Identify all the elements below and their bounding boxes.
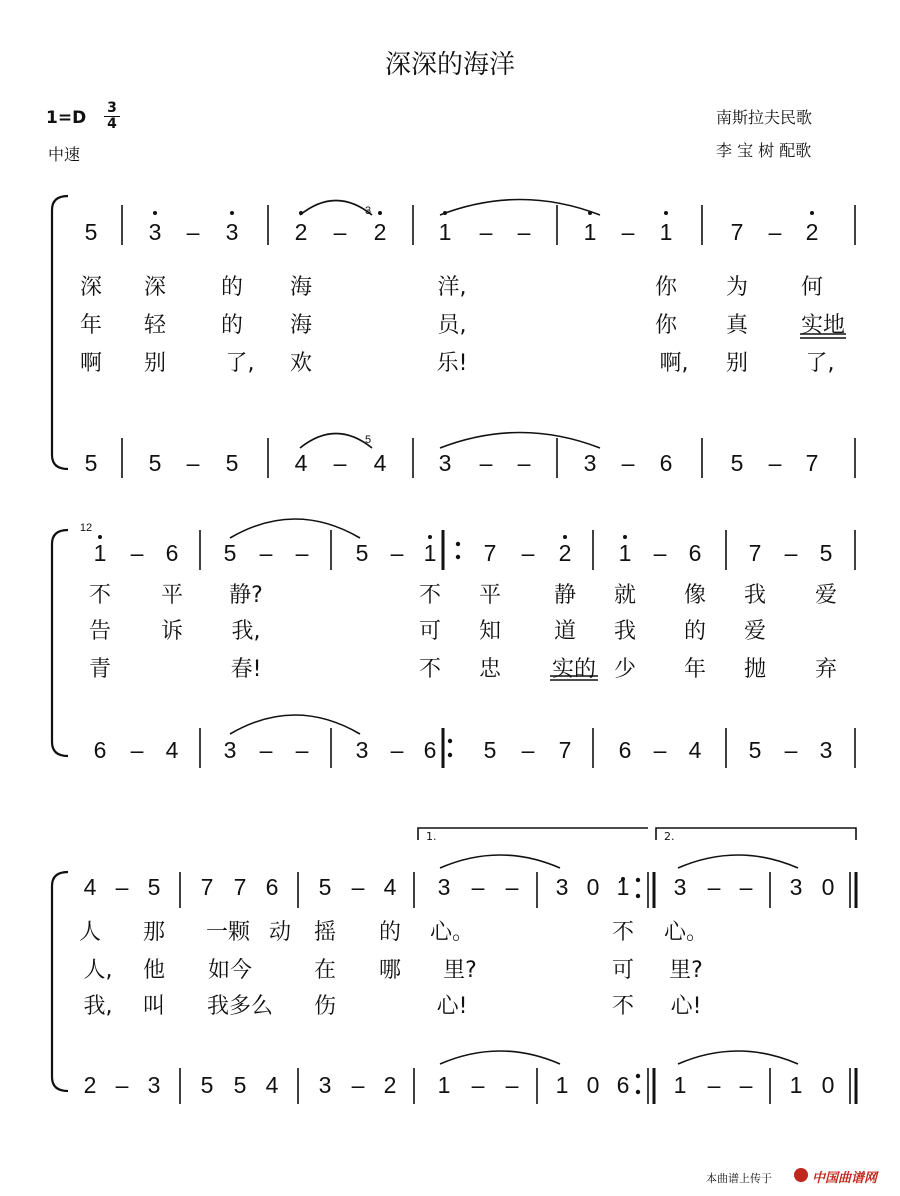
note: 1	[618, 540, 632, 566]
note-dash: –	[653, 737, 667, 763]
note-dash: –	[186, 219, 200, 245]
note: 5	[147, 874, 161, 900]
note: 0	[821, 1072, 835, 1098]
lyric: 摇	[313, 920, 337, 945]
note-dash: –	[333, 219, 347, 245]
note: 6	[659, 450, 673, 476]
lyric: 爱	[814, 583, 838, 608]
song-title: 深深的海洋	[384, 50, 515, 80]
note: 5	[84, 450, 98, 476]
note-dash: –	[130, 737, 144, 763]
tempo-marking: 中速	[48, 145, 81, 164]
note-dash: –	[351, 874, 365, 900]
note: 2	[294, 219, 308, 245]
ending-label-2: 2.	[664, 830, 675, 843]
note-dash: –	[768, 219, 782, 245]
lyric: 海	[289, 313, 313, 338]
grace-note: 3	[364, 205, 372, 217]
lyric: 何	[800, 275, 824, 300]
note: 5	[355, 540, 369, 566]
note: 2	[805, 219, 819, 245]
lyric: 心!	[670, 994, 702, 1019]
lyric: 我,	[83, 994, 113, 1019]
note-dash: –	[505, 1072, 519, 1098]
note: 2	[83, 1072, 97, 1098]
lyric: 里?	[443, 958, 477, 983]
lyric: 一颗	[205, 920, 251, 945]
note: 3	[223, 737, 237, 763]
note: 3	[437, 874, 451, 900]
note: 4	[294, 450, 308, 476]
note: 6	[618, 737, 632, 763]
note-dash: –	[517, 450, 531, 476]
lyric: 伤	[313, 994, 337, 1019]
lyric: 了,	[225, 351, 255, 376]
lyric: 不	[611, 994, 635, 1019]
note-dash: –	[295, 737, 309, 763]
note: 2	[558, 540, 572, 566]
note: 1	[438, 219, 452, 245]
lyric: 静?	[229, 583, 263, 608]
lyric: 不	[418, 583, 442, 608]
note-dash: –	[390, 540, 404, 566]
note: 7	[730, 219, 744, 245]
note: 5	[318, 874, 332, 900]
time-signature-bottom: 4	[104, 116, 120, 132]
lyric: 年	[683, 657, 707, 682]
lyric: 爱	[743, 619, 767, 644]
note: 5	[819, 540, 833, 566]
site-brand[interactable]: 中国曲谱网	[812, 1171, 878, 1186]
note: 3	[225, 219, 239, 245]
lyric: 别	[143, 351, 167, 376]
note: 1	[673, 1072, 687, 1098]
note: 3	[148, 219, 162, 245]
note: 4	[83, 874, 97, 900]
lyric: 动	[268, 920, 292, 945]
lyric: 真	[725, 313, 749, 338]
note-dash: –	[653, 540, 667, 566]
lyric: 别	[725, 351, 749, 376]
lyric: 就	[613, 583, 637, 608]
lyric: 里?	[669, 958, 703, 983]
note-dash: –	[707, 1072, 721, 1098]
lyric: 不	[88, 583, 112, 608]
note-dash: –	[739, 874, 753, 900]
note: 5	[148, 450, 162, 476]
note: 5	[223, 540, 237, 566]
note-dash: –	[333, 450, 347, 476]
lyric: 啊,	[659, 351, 689, 376]
lyric: 可	[611, 958, 635, 983]
lyric: 的	[220, 313, 244, 338]
note: 1	[437, 1072, 451, 1098]
lyric: 诉	[160, 619, 184, 644]
note-dash: –	[521, 737, 535, 763]
lyric: 的	[378, 920, 402, 945]
ending-label-1: 1.	[426, 830, 437, 843]
note-dash: –	[784, 540, 798, 566]
lyric: 青	[88, 657, 112, 682]
lyric: 静	[553, 583, 577, 608]
lyric: 我,	[231, 619, 261, 644]
note: 6	[616, 1072, 630, 1098]
note: 0	[821, 874, 835, 900]
lyric: 你	[654, 313, 678, 338]
lyric: 他	[142, 958, 166, 983]
note: 4	[688, 737, 702, 763]
note: 6	[93, 737, 107, 763]
grace-note: 12	[79, 522, 93, 534]
note: 2	[383, 1072, 397, 1098]
note: 5	[748, 737, 762, 763]
note-dash: –	[471, 874, 485, 900]
lyric: 春!	[230, 657, 262, 682]
note: 5	[730, 450, 744, 476]
note-dash: –	[784, 737, 798, 763]
lyric: 轻	[143, 313, 167, 338]
note-dash: –	[517, 219, 531, 245]
note: 2	[373, 219, 387, 245]
lyric: 道	[553, 619, 577, 644]
note: 5	[233, 1072, 247, 1098]
note: 7	[483, 540, 497, 566]
note-dash: –	[479, 219, 493, 245]
lyric: 的	[220, 275, 244, 300]
note: 5	[225, 450, 239, 476]
note: 7	[200, 874, 214, 900]
note-dash: –	[479, 450, 493, 476]
note-dash: –	[739, 1072, 753, 1098]
note: 7	[805, 450, 819, 476]
note-dash: –	[621, 450, 635, 476]
note: 0	[586, 1072, 600, 1098]
lyric: 抛	[743, 657, 767, 682]
note-dash: –	[621, 219, 635, 245]
lyric: 知	[478, 619, 502, 644]
note: 1	[93, 540, 107, 566]
lyric: 人,	[83, 958, 113, 983]
note-dash: –	[707, 874, 721, 900]
note-dash: –	[390, 737, 404, 763]
song-origin: 南斯拉夫民歌	[716, 108, 813, 127]
lyric: 心。	[663, 920, 709, 945]
note: 3	[438, 450, 452, 476]
lyric: 的	[683, 619, 707, 644]
note: 1	[555, 1072, 569, 1098]
note: 1	[583, 219, 597, 245]
note: 6	[688, 540, 702, 566]
note: 5	[84, 219, 98, 245]
note: 3	[583, 450, 597, 476]
note: 3	[355, 737, 369, 763]
lyric: 洋,	[437, 275, 467, 300]
lyric: 深	[143, 275, 167, 300]
note: 5	[200, 1072, 214, 1098]
grace-note: 5	[364, 434, 372, 446]
lyric: 弃	[814, 657, 838, 682]
note-dash: –	[505, 874, 519, 900]
note: 7	[558, 737, 572, 763]
lyric: 我多么	[206, 994, 274, 1019]
note: 0	[586, 874, 600, 900]
note-dash: –	[259, 737, 273, 763]
note-dash: –	[521, 540, 535, 566]
note: 3	[147, 1072, 161, 1098]
note-dash: –	[130, 540, 144, 566]
note: 3	[555, 874, 569, 900]
lyric: 叫	[142, 994, 166, 1019]
lyric: 深	[79, 275, 103, 300]
lyric: 乐!	[436, 351, 468, 376]
note: 7	[748, 540, 762, 566]
site-logo-icon	[794, 1168, 808, 1182]
lyric: 告	[88, 619, 112, 644]
note-dash: –	[351, 1072, 365, 1098]
lyric: 平	[478, 583, 502, 608]
time-signature-top: 3	[107, 100, 117, 116]
lyric: 忠	[478, 657, 502, 682]
key-signature: 1=D	[46, 108, 87, 128]
lyric: 在	[313, 958, 337, 983]
lyric: 海	[289, 275, 313, 300]
note-dash: –	[186, 450, 200, 476]
lyric: 心!	[436, 994, 468, 1019]
note: 4	[383, 874, 397, 900]
lyric: 实的	[551, 657, 597, 682]
lyric: 像	[683, 583, 707, 608]
lyric: 平	[160, 583, 184, 608]
note: 1	[789, 1072, 803, 1098]
lyric: 了,	[805, 351, 835, 376]
lyric: 你	[654, 275, 678, 300]
lyric: 我	[613, 619, 637, 644]
lyric: 啊	[79, 351, 103, 376]
note-dash: –	[768, 450, 782, 476]
note: 1	[659, 219, 673, 245]
footer-text: 本曲谱上传于	[706, 1172, 772, 1185]
lyric: 如今	[207, 958, 253, 983]
note: 7	[233, 874, 247, 900]
note: 3	[789, 874, 803, 900]
note: 3	[819, 737, 833, 763]
note: 1	[423, 540, 437, 566]
note: 6	[423, 737, 437, 763]
lyricist-credit: 李 宝 树 配歌	[716, 141, 812, 160]
note: 1	[616, 874, 630, 900]
lyric: 那	[142, 920, 166, 945]
lyric: 不	[418, 657, 442, 682]
note: 6	[265, 874, 279, 900]
note: 4	[373, 450, 387, 476]
lyric: 少	[613, 657, 637, 682]
lyric: 不	[611, 920, 635, 945]
note: 4	[265, 1072, 279, 1098]
lyric: 可	[418, 619, 442, 644]
lyric: 我	[743, 583, 767, 608]
note-dash: –	[259, 540, 273, 566]
note-dash: –	[115, 874, 129, 900]
lyric: 员,	[437, 313, 467, 338]
lyric: 实地	[800, 313, 846, 338]
note-dash: –	[295, 540, 309, 566]
lyric: 年	[79, 313, 103, 338]
note: 5	[483, 737, 497, 763]
lyric: 哪	[378, 958, 402, 983]
lyric: 为	[725, 275, 749, 300]
lyric: 心。	[429, 920, 475, 945]
note: 4	[165, 737, 179, 763]
note: 3	[318, 1072, 332, 1098]
lyric: 欢	[289, 351, 313, 376]
lyric: 人	[78, 920, 102, 945]
note-dash: –	[115, 1072, 129, 1098]
note: 6	[165, 540, 179, 566]
note-dash: –	[471, 1072, 485, 1098]
note: 3	[673, 874, 687, 900]
